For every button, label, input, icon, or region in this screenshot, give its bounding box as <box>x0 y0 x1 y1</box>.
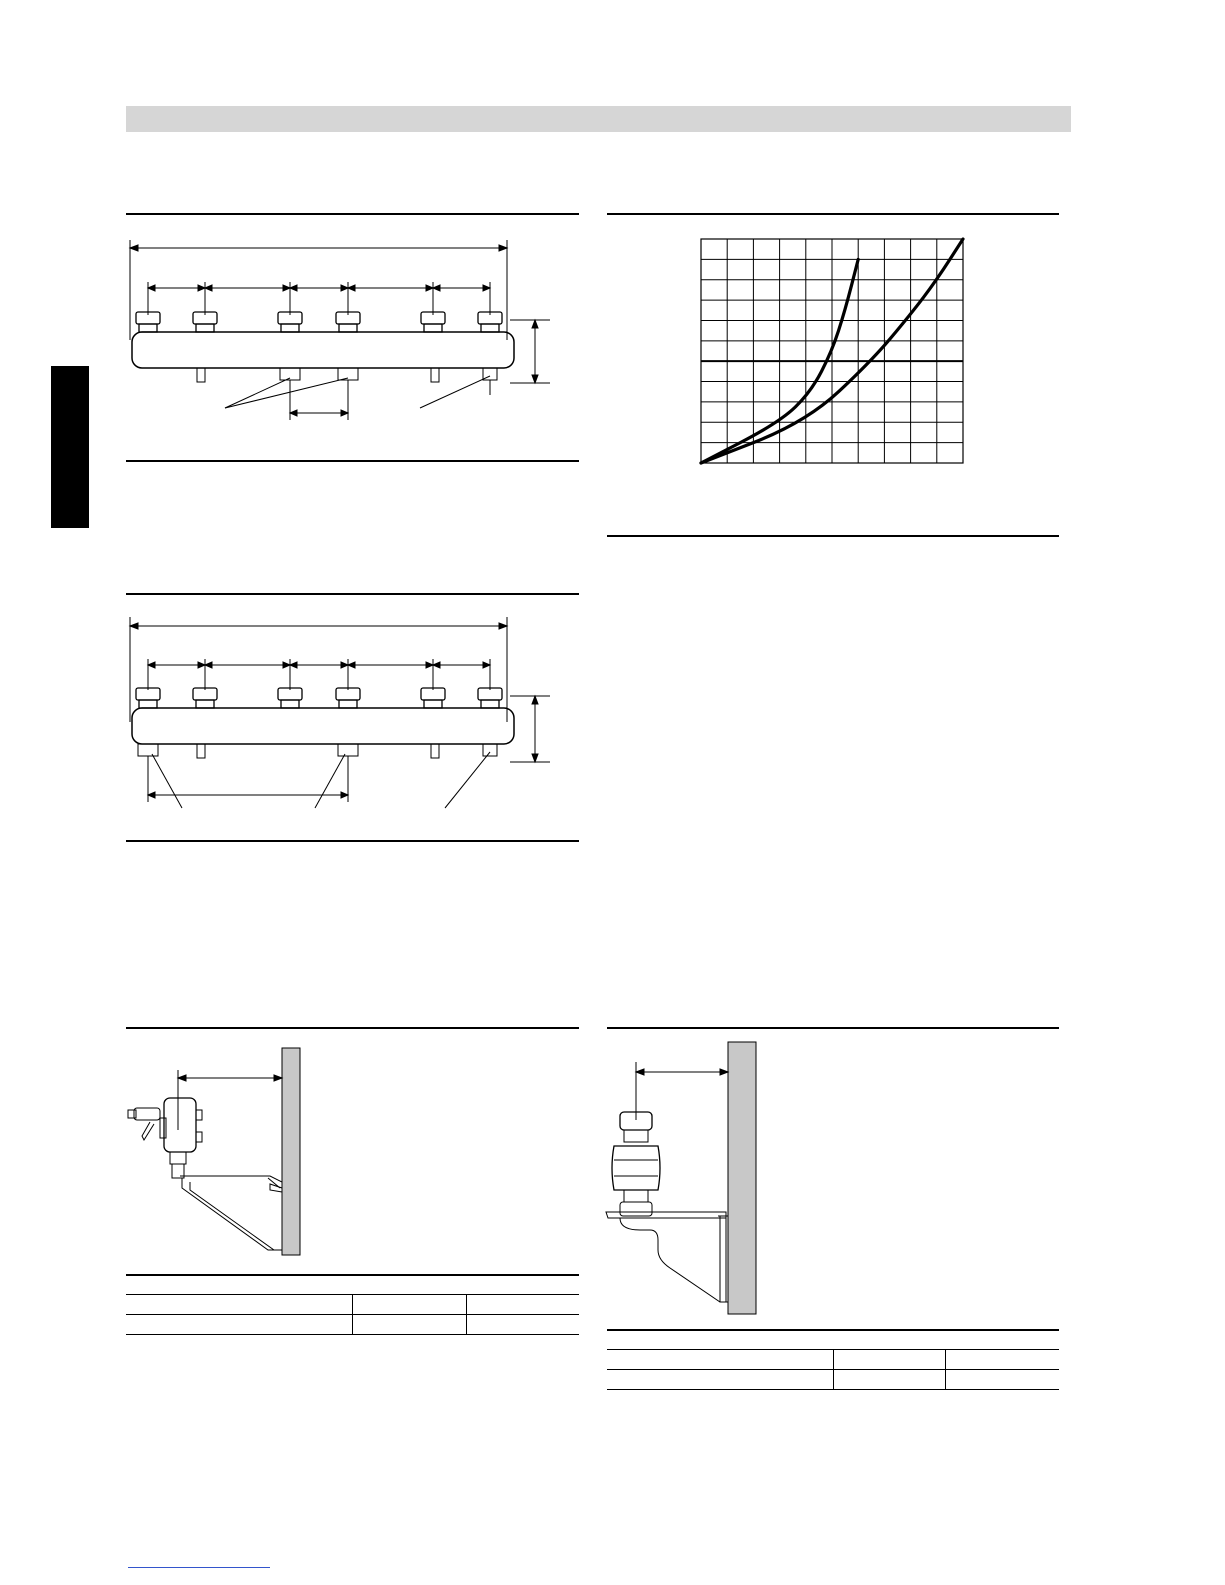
section-rule <box>607 1027 1059 1029</box>
section-rule <box>607 213 1059 215</box>
section-rule <box>126 1027 579 1029</box>
footer-link[interactable] <box>128 1567 270 1568</box>
table-column-divider <box>352 1294 353 1334</box>
wall <box>728 1042 756 1314</box>
wall-bracket-drawing-left <box>120 1040 320 1260</box>
chapter-side-tab <box>51 366 89 528</box>
table-rule <box>126 1274 579 1276</box>
manifold-drawing-top <box>120 230 560 430</box>
table-rule <box>607 1389 1059 1390</box>
table-rule <box>607 1329 1059 1331</box>
table-column-divider <box>945 1349 946 1389</box>
section-rule <box>126 460 579 462</box>
section-rule <box>126 213 579 215</box>
section-rule <box>607 535 1059 537</box>
wall <box>282 1048 300 1255</box>
table-column-divider <box>833 1349 834 1389</box>
section-rule <box>126 593 579 595</box>
table-rule <box>126 1334 579 1335</box>
section-rule <box>126 840 579 842</box>
manifold-drawing-bottom <box>120 612 560 812</box>
pressure-loss-chart <box>700 238 964 464</box>
table-column-divider <box>466 1294 467 1334</box>
section-header-bar <box>126 106 1071 132</box>
wall-bracket-drawing-right <box>600 1040 770 1315</box>
